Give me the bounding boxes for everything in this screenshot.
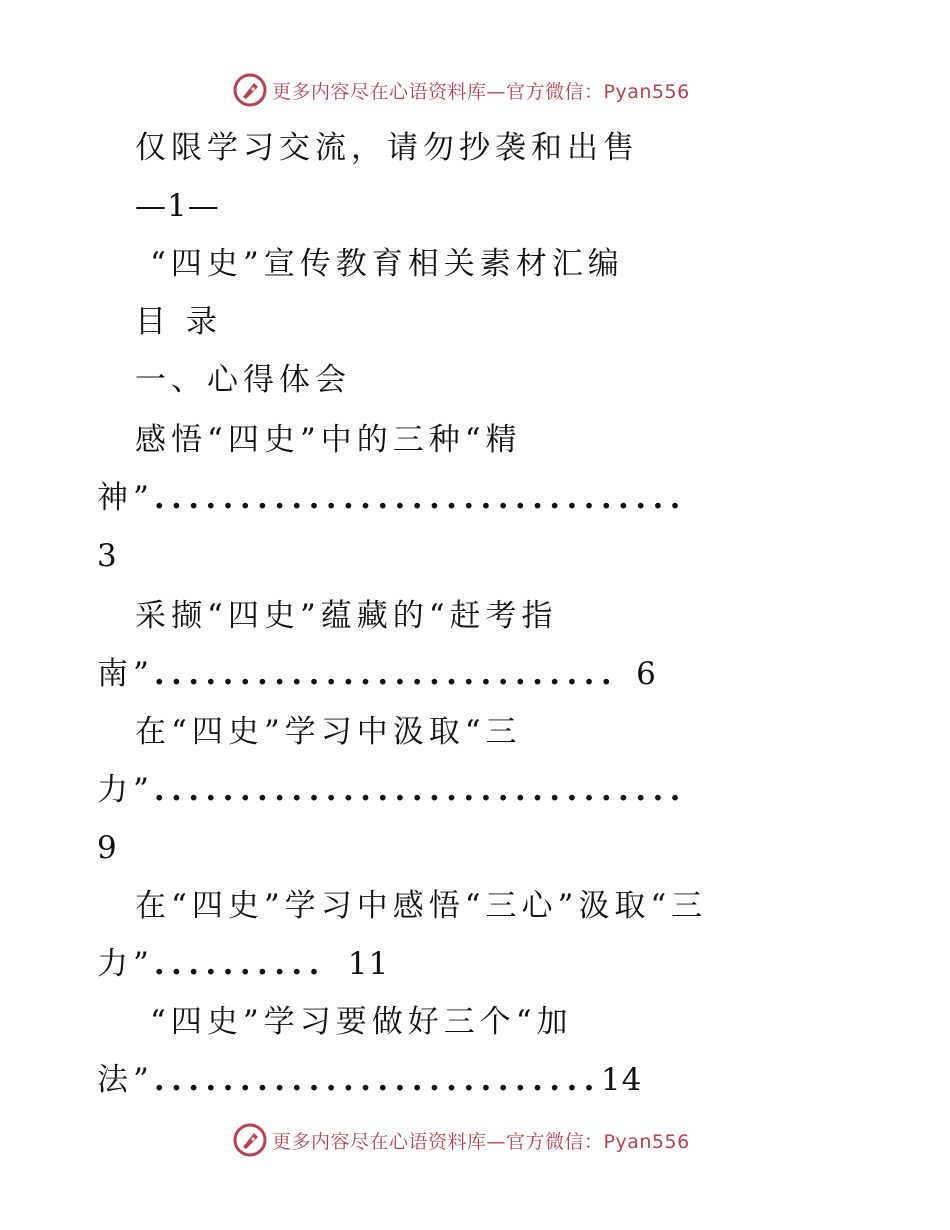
toc-entry-title-cont: 力”	[97, 772, 154, 808]
watermark-banner-bottom	[232, 1120, 690, 1160]
toc-leader: ...............................	[153, 480, 687, 516]
toc-entry-title: 在“四史”学习中汲取“三	[135, 714, 522, 750]
toc-leader: ...............................	[153, 772, 687, 808]
toc-heading: 目 录	[135, 304, 222, 340]
toc-leader: ...........................	[153, 656, 619, 692]
toc-entry-title-cont: 力”	[97, 946, 154, 982]
toc-entry-row	[97, 478, 687, 518]
document-title: “四史”宣传教育相关素材汇编	[150, 246, 624, 282]
pen-nib-circle-icon	[232, 1122, 268, 1158]
toc-entry-row	[97, 1060, 642, 1100]
toc-entry-title: 采撷“四史”蕴藏的“赶考指	[135, 598, 558, 634]
toc-page-number: 14	[600, 1062, 643, 1098]
pen-nib-circle-icon	[232, 72, 268, 108]
watermark-text: 更多内容尽在心语资料库—官方微信：Pyan556	[272, 80, 690, 103]
section-heading: 一、心得体会	[135, 362, 351, 398]
toc-page-number: 6	[636, 656, 657, 692]
watermark-banner-top	[232, 70, 690, 110]
toc-entry-title-cont: 神”	[97, 480, 154, 516]
toc-leader: ..........	[153, 946, 326, 982]
toc-leader: ..........................	[153, 1062, 601, 1098]
toc-entry-title: 感悟“四史”中的三种“精	[135, 422, 522, 458]
toc-entry-row	[97, 944, 389, 984]
toc-entry-title-cont: 南”	[97, 656, 154, 692]
toc-page-number: 9	[97, 830, 118, 866]
toc-entry-title: 在“四史”学习中感悟“三心”汲取“三	[135, 888, 708, 924]
toc-entry-title-cont: 法”	[97, 1062, 154, 1098]
toc-entry-row	[97, 770, 687, 810]
notice-text: 仅限学习交流，请勿抄袭和出售	[135, 130, 639, 166]
toc-entry-row	[97, 654, 657, 694]
toc-page-number: 3	[97, 538, 118, 574]
watermark-text: 更多内容尽在心语资料库—官方微信：Pyan556	[272, 1130, 690, 1153]
page-marker: —1—	[135, 188, 220, 224]
toc-page-number: 11	[347, 946, 390, 982]
toc-entry-title: “四史”学习要做好三个“加	[150, 1004, 573, 1040]
